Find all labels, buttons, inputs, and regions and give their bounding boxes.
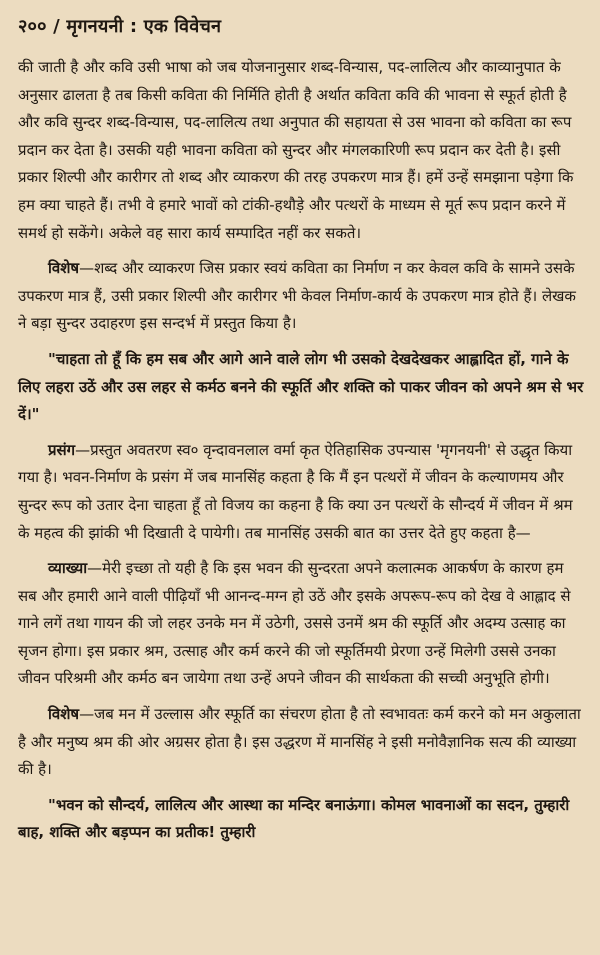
page-header: २०० / मृगनयनी : एक विवेचन	[18, 16, 222, 37]
paragraph-text: —जब मन में उल्लास और स्फूर्ति का संचरण होता है तो स्वभावतः कर्म करने को मन अकुलाता है और मनुष्य श्रम की ओर अग्रसर होता है। इस उद्धरण में मानसिंह ने इसी मनोवैज्ञानिक सत्य की व्याख्या की है।	[18, 705, 581, 779]
paragraph-text: —शब्द और व्याकरण जिस प्रकार स्वयं कविता का निर्माण न कर केवल कवि के सामने उसके उपकरण मात्र हैं, उसी प्रकार शिल्पी और कारीगर भी केवल निर्माण-कार्य के उपकरण मात्र होते हैं। लेखक ने बड़ा सुन्दर उदाहरण इस सन्दर्भ में प्रस्तुत किया है।	[18, 259, 576, 333]
paragraph-label: प्रसंग	[48, 440, 76, 459]
paragraph-vishesh-1	[18, 255, 584, 338]
paragraph-label: विशेष	[48, 705, 80, 724]
paragraph-text: की जाती है और कवि उसी भाषा को जब योजनानुसार शब्द-विन्यास, पद-लालित्य और काव्यानुपात के अनुसार ढालता है तब किसी कविता की निर्मिति होती है अर्थात कविता कवि की भावना से स्फूर्त होती है और कवि सुन्दर शब्द-विन्यास, पद-लालित्य तथा अनुपात की सहायता से उस भावना को कविता का रूप प्रदान कर देता है। उसकी यही भावना कविता को सुन्दर और मंगलकारिणी रूप प्रदान कर देती है। इसी प्रकार शिल्पी और कारीगर तो शब्द और व्याकरण की तरह उपकरण मात्र हैं। हमें उन्हें समझाना पड़ेगा कि हम क्या चाहते हैं। तभी वे हमारे भावों को टांकी-हथौड़े और पत्थरों के माध्यम से मूर्त रूप प्रदान करने में समर्थ हो सकेंगे। अकेले वह सारा कार्य सम्पादित नहीं कर सकते।	[18, 58, 574, 242]
quotation-1	[18, 346, 584, 429]
paragraph-continuation	[18, 54, 584, 247]
paragraph-label: विशेष	[48, 259, 80, 278]
paragraph-vishesh-2	[18, 701, 584, 784]
paragraph-prasang	[18, 437, 584, 547]
paragraph-text: —मेरी इच्छा तो यही है कि इस भवन की सुन्दरता अपने कलात्मक आकर्षण के कारण हम सब और हमारी आने वाली पीढ़ियाँ भी आनन्द-मग्न हो उठें और इसके अपरूप-रूप को देख वे आह्लाद से गाने लगें तथा गायन की जो लहर उनके मन में उठेगी, उससे उनमें श्रम की स्फूर्ति और अदम्य उत्साह का सृजन होगा। इस प्रकार श्रम, उत्साह और कर्म करने की जो स्फूर्तिमयी प्रेरणा उन्हें मिलेगी उससे उनका जीवन परिश्रमी और कर्मठ बन जायेगा तथा उन्हें अपने जीवन की सार्थकता की सच्ची अनुभूति होगी।	[18, 559, 571, 688]
paragraph-vyakhya	[18, 555, 584, 693]
quotation-text: "चाहता तो हूँ कि हम सब और आगे आने वाले लोग भी उसको देखदेखकर आह्लादित हों, गाने के लिए लहरा उठें और उस लहर से कर्मठ बनने की स्फूर्ति और शक्ति को पाकर जीवन को अपने श्रम से भर दें।"	[18, 349, 584, 424]
quotation-2	[18, 792, 584, 847]
paragraph-text: —प्रस्तुत अवतरण स्व० वृन्दावनलाल वर्मा कृत ऐतिहासिक उपन्यास 'मृगनयनी' से उद्धृत किया गया है। भवन-निर्माण के प्रसंग में जब मानसिंह कहता है कि मैं इन पत्थरों में जीवन के कल्याणमय और सुन्दर रूप को उतार देना चाहता हूँ तो विजय का कहना है कि क्या उन पत्थरों के सौन्दर्य में जीवन में श्रम के महत्व की झांकी भी दिखाती दे पायेगी। तब मानसिंह उसकी बात का उत्तर देते हुए कहता है—	[18, 440, 573, 542]
quotation-text: "भवन को सौन्दर्य, लालित्य और आस्था का मन्दिर बनाऊंगा। कोमल भावनाओं का सदन, तुम्हारी बाह, शक्ति और बड़प्पन का प्रतीक! तुम्हारी	[18, 795, 570, 842]
paragraph-label: व्याख्या	[48, 559, 88, 578]
